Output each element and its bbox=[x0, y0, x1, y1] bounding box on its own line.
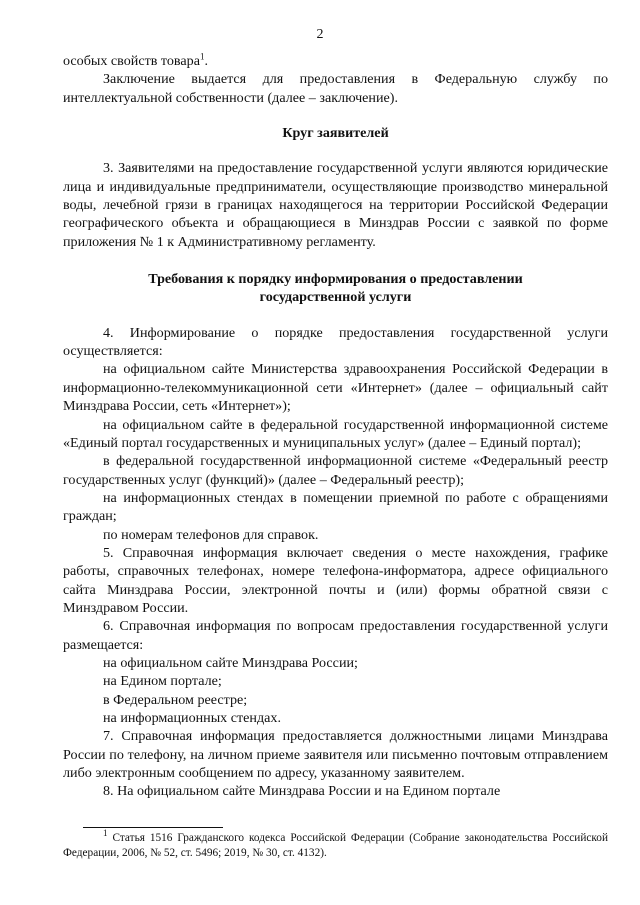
paragraph-8: 8. На официальном сайте Минздрава России и на Едином портале bbox=[103, 783, 501, 800]
list-item: на официальном сайте в федеральной государственной информационной системе «Единый портал государственных и муниципальных услуг» (далее – Единый портал); bbox=[63, 416, 608, 451]
paragraph-continuation: особых свойств товара$^1$. bbox=[63, 51, 208, 69]
list-item: на информационных стендах. bbox=[103, 710, 281, 726]
list-item: в Федеральном реестре; bbox=[103, 691, 248, 708]
paragraph-7: 7. Справочная информация предоставляется должностными лицами Минздрава России по телефону, на личном приеме заявителя или письменно почтовым отправлением либо электронным сообщением по адресу, указанному заявителем. bbox=[63, 728, 608, 782]
section-heading-informing: Требования к порядку информирования о предоставлении государственной услуги bbox=[148, 271, 523, 306]
document-body bbox=[63, 52, 608, 801]
footnote-marker: 1 bbox=[103, 828, 108, 839]
paragraph-6: 6. Справочная информация по вопросам предоставления государственной услуги размещается: bbox=[63, 618, 608, 653]
paragraph-3: 3. Заявителями на предоставление государственной услуги являются юридические лица и индивидуальные предприниматели, осуществляющие производство минеральной воды, лечебной грязи в границах находящегося на территории Российской Федерации географического объекта и обращающиеся в Минздрав России с заявкой по форме приложения № 1 к Административному регламенту. bbox=[63, 160, 608, 250]
list-item: на информационных стендах в помещении приемной по работе с обращениями граждан; bbox=[63, 489, 608, 525]
page-number: 2 bbox=[316, 27, 324, 42]
paragraph-conclusion: Заключение выдается для предоставления в Федеральную службу по интеллектуальной собственности (далее – заключение). bbox=[63, 71, 608, 106]
list-item: по номерам телефонов для справок. bbox=[103, 526, 319, 543]
section-heading-applicants: Круг заявителей bbox=[282, 125, 389, 142]
paragraph-4: 4. Информирование о порядке предоставления государственной услуги осуществляется: bbox=[63, 324, 608, 360]
list-item: на официальном сайте Минздрава России; bbox=[103, 654, 358, 671]
list-item: в федеральной государственной информационной системе «Федеральный реестр государственных услуг (функций)» (далее – Федеральный реестр); bbox=[63, 453, 608, 488]
footnote-text: $^1$ Статья 1516 Гражданского кодекса Российской Федерации (Собрание законодательства Российской Федерации, 2006, № 52, ст. 5496; 2019, № 30, ст. 4132). bbox=[63, 828, 608, 859]
list-item: на официальном сайте Министерства здравоохранения Российской Федерации в информационно-телекоммуникационной сети «Интернет» (далее – официальный сайт Минздрава России, сеть «Интернет»); bbox=[63, 361, 608, 415]
footnote bbox=[63, 827, 608, 861]
paragraph-5: 5. Справочная информация включает сведения о месте нахождения, графике работы, справочных телефонах, номере телефона-информатора, адресе официального сайта Минздрава России, электронной почты и (или) формы обратной связи с Минздравом России. bbox=[63, 544, 608, 616]
list-item: на Едином портале; bbox=[103, 673, 222, 690]
footnote-reference: 1 bbox=[199, 51, 205, 62]
